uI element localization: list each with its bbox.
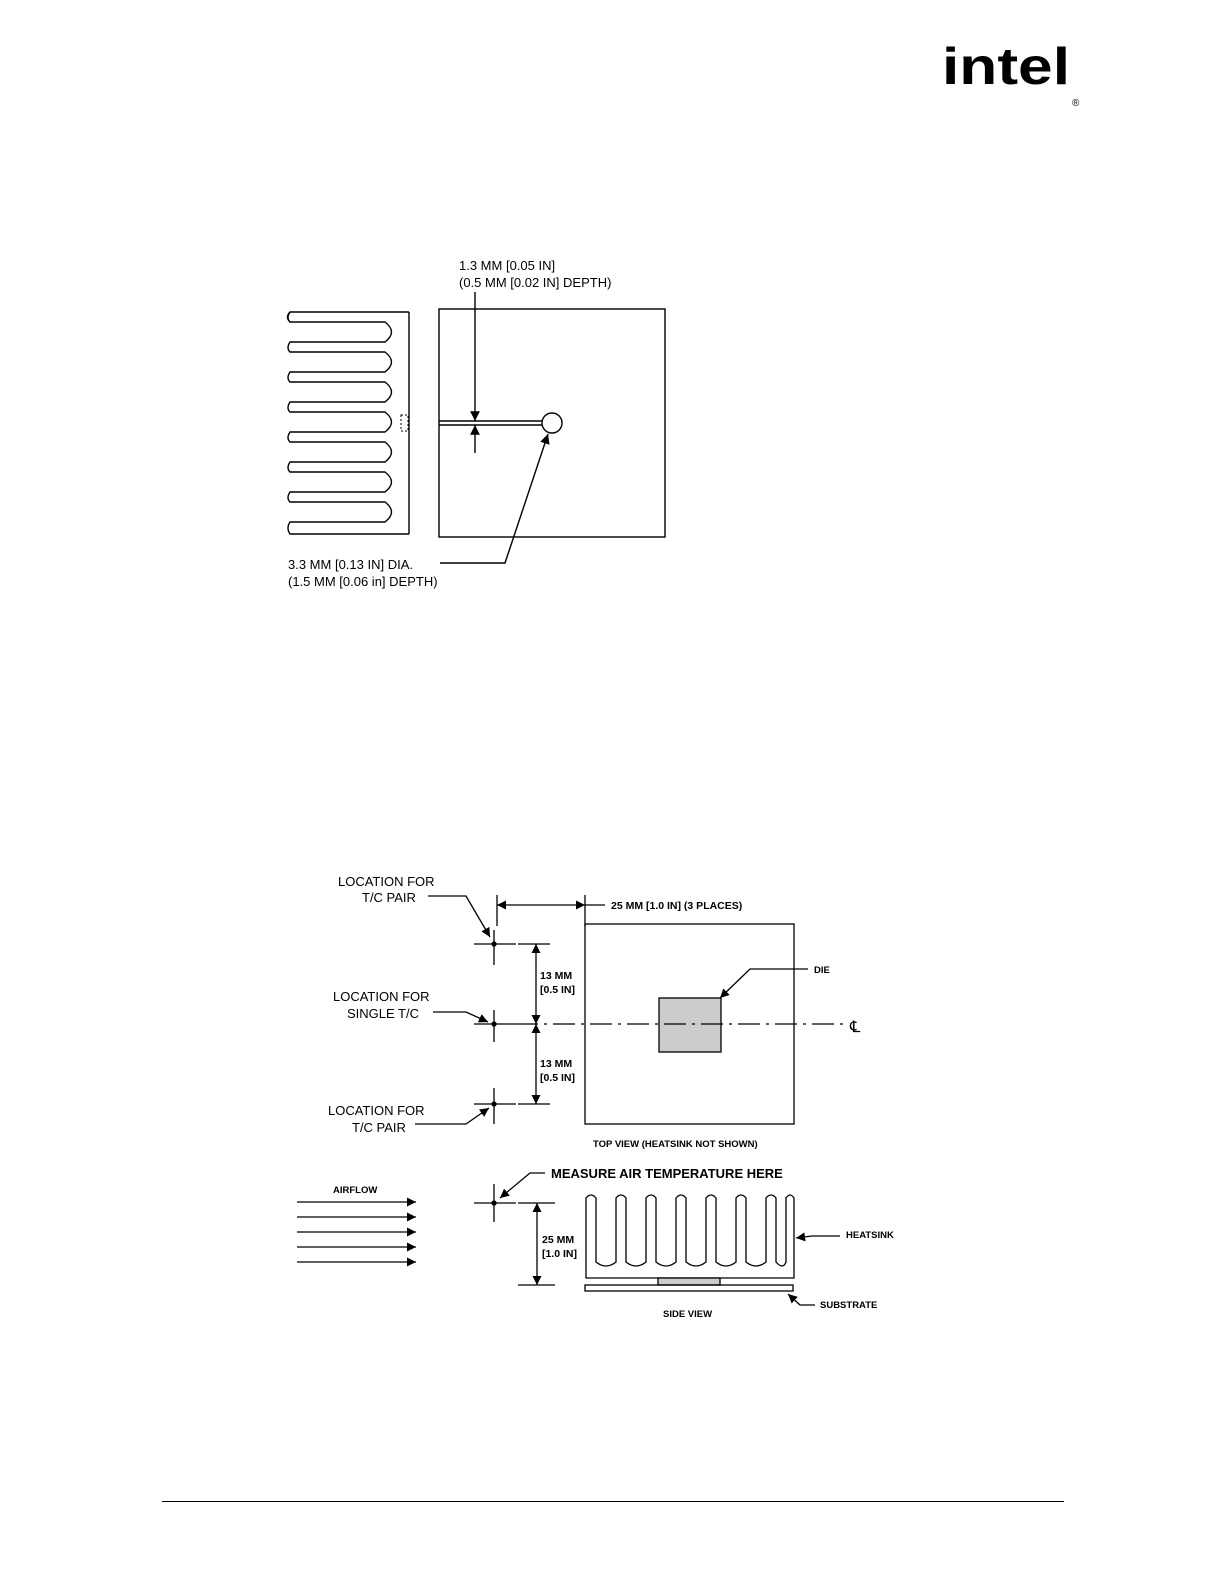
figure-1-heatsink-drilling (288, 292, 666, 563)
tc-pair-top-label-line1: LOCATION FOR (338, 874, 435, 889)
die-label: DIE (814, 965, 830, 976)
substrate (585, 1285, 793, 1291)
heatsink-side-view (586, 1195, 794, 1278)
hole-diameter-label: 3.3 MM [0.13 IN] DIA. (288, 557, 413, 572)
dim-13mm-upper-line1: 13 MM (540, 970, 573, 982)
single-tc-label-line1: LOCATION FOR (333, 989, 430, 1004)
slot-depth-label: (0.5 MM [0.02 IN] DEPTH) (459, 275, 612, 290)
heatsink-top-view (439, 309, 665, 537)
measure-air-temperature-label: MEASURE AIR TEMPERATURE HERE (551, 1166, 783, 1181)
dim-25mm-line2: [1.0 IN] (542, 1248, 578, 1260)
tc-pair-top-label-line2: T/C PAIR (362, 890, 416, 905)
thermocouple-hole (542, 413, 562, 433)
airflow-arrows (297, 1202, 416, 1262)
die (659, 998, 721, 1052)
die-side-view (658, 1278, 720, 1285)
top-view-caption: TOP VIEW (HEATSINK NOT SHOWN) (593, 1139, 758, 1150)
dim-13mm-lower-line1: 13 MM (540, 1058, 573, 1070)
registered-mark: ® (1072, 98, 1080, 109)
dim-25mm-line1: 25 MM (542, 1234, 575, 1246)
slot-width-label: 1.3 MM [0.05 IN] (459, 258, 556, 273)
dim-13mm-upper-line2: [0.5 IN] (540, 984, 576, 996)
footer-rule (162, 1501, 1064, 1502)
heatsink-side-fins (288, 312, 410, 534)
substrate-label: SUBSTRATE (820, 1300, 878, 1311)
hole-depth-label: (1.5 MM [0.06 in] DEPTH) (288, 574, 438, 589)
single-tc-label-line2: SINGLE T/C (347, 1006, 420, 1021)
centerline-symbol: ℄ (850, 1019, 861, 1036)
intel-logo-text: intel (942, 44, 1070, 96)
dim-25mm-places: 25 MM [1.0 IN] (3 PLACES) (611, 900, 743, 912)
tc-pair-bottom-label-line2: T/C PAIR (352, 1120, 406, 1135)
dim-13mm-lower-line2: [0.5 IN] (540, 1072, 576, 1084)
tc-pair-bottom-label-line1: LOCATION FOR (328, 1103, 425, 1118)
airflow-label: AIRFLOW (333, 1185, 378, 1196)
side-view-caption: SIDE VIEW (663, 1309, 713, 1320)
heatsink-label: HEATSINK (846, 1230, 894, 1241)
tc-pair-top-marker (474, 930, 516, 965)
